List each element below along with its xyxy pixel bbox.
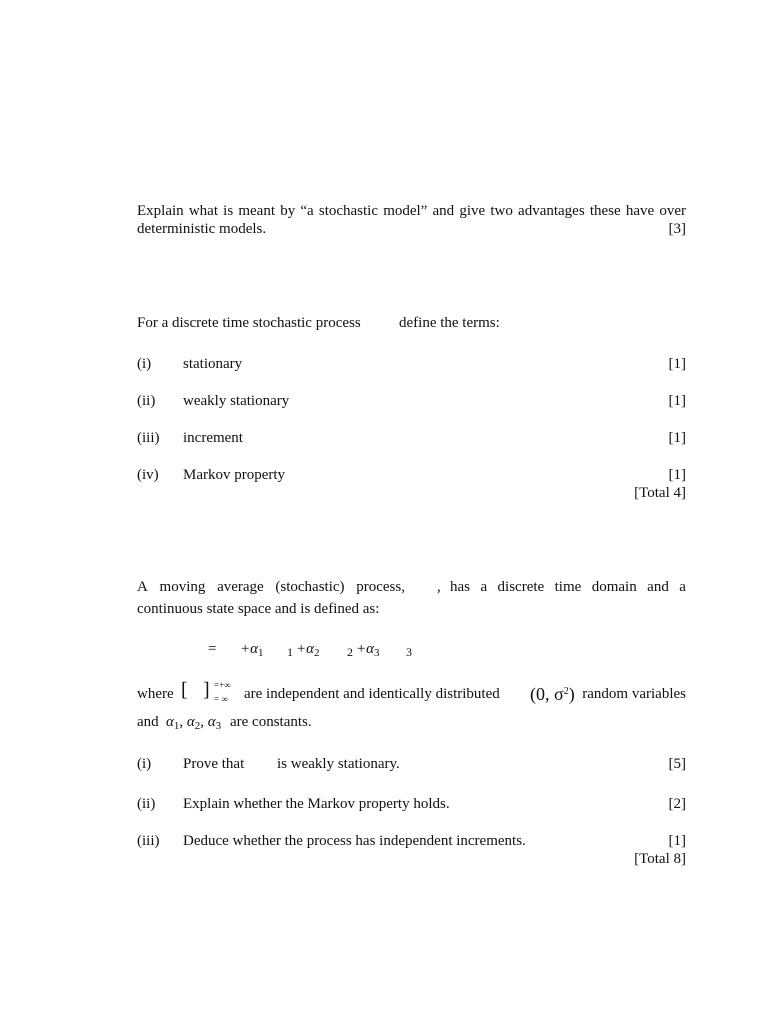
q3-comma: , [200, 714, 208, 730]
q3-part-ii-num: (ii) [137, 796, 156, 812]
q2-part-i-text: stationary [183, 356, 243, 372]
q3-part-ii-marks: [2] [668, 796, 686, 812]
q2-intro-a: For a discrete time stochastic process [137, 315, 361, 331]
q2-part-ii-marks: [1] [668, 393, 686, 409]
q1-word: meant [238, 203, 276, 219]
eq-equals: = [208, 641, 217, 657]
q3-line1-left [137, 578, 405, 596]
q3-alpha-sub-2: 2 [194, 720, 201, 732]
q1-word: “a [300, 203, 314, 219]
eq-sub-2: 2 [314, 647, 320, 659]
q3-word: A [137, 579, 148, 595]
q1-marks: [3] [668, 221, 686, 237]
q1-word: have [625, 203, 655, 219]
q3-total: [Total 8] [634, 851, 686, 867]
q3-iid: are independent and identically distributed [244, 686, 500, 702]
q3-word: discrete [497, 579, 545, 595]
q2-total: [Total 4] [634, 485, 686, 501]
q1-word: by [280, 203, 296, 219]
q3-alpha-1: α [166, 714, 174, 730]
q3-limit-bottom: = ∞ [214, 694, 228, 704]
q3-word: domain [591, 579, 637, 595]
q1-word: advantages [518, 203, 585, 219]
q2-part-ii-text: weakly stationary [183, 393, 290, 409]
eq-lag-3: 3 [406, 645, 412, 659]
q3-part-i-text-b: is weakly stationary. [277, 756, 400, 772]
eq-term-2 [296, 640, 320, 662]
eq-sub-3: 3 [374, 647, 380, 659]
q3-word: moving [159, 579, 206, 595]
q1-word: is [223, 203, 234, 219]
q1-line2: deterministic models. [137, 221, 267, 237]
q1-line1 [137, 202, 686, 220]
eq-sub-1: 1 [258, 647, 264, 659]
q3-random-variables: random variables [582, 686, 686, 702]
q3-part-iii-marks: [1] [668, 833, 686, 849]
q2-part-i-marks: [1] [668, 356, 686, 372]
q3-part-ii-text: Explain whether the Markov property holds. [183, 796, 450, 812]
q3-word: and [647, 579, 669, 595]
q2-intro-b: define the terms: [399, 315, 500, 331]
q3-distribution [530, 683, 575, 705]
q2-part-iv-marks: [1] [668, 467, 686, 483]
q3-alpha-3: α [207, 714, 216, 730]
eq-alpha-1: +α [240, 641, 258, 657]
q3-word: (stochastic) [275, 579, 345, 595]
q3-comma: , [179, 714, 187, 730]
q3-word: has [450, 579, 470, 595]
q3-word: a [679, 579, 686, 595]
eq-lag-2: 2 [347, 645, 353, 659]
q3-alpha-sub-1: 1 [173, 720, 180, 732]
q3-right-bracket: ] [203, 679, 210, 701]
q2-part-iii-marks: [1] [668, 430, 686, 446]
q3-constants: are constants. [230, 714, 312, 730]
q3-dist-sup: 2 [563, 686, 569, 697]
q3-left-bracket: [ [181, 679, 188, 701]
q3-dist-open: (0, σ [530, 684, 564, 704]
eq-lag-1: 1 [287, 645, 293, 659]
q1-word: two [490, 203, 513, 219]
q1-word: stochastic [318, 203, 379, 219]
q1-word: over [659, 203, 686, 219]
q3-word: a [480, 579, 488, 595]
q3-dist-close: ) [568, 684, 575, 704]
q3-word: process, [356, 579, 405, 595]
q3-part-i-marks: [5] [668, 756, 686, 772]
q3-line1-comma: , [437, 579, 441, 595]
q3-line1-right [450, 578, 686, 596]
q3-part-iii-num: (iii) [137, 833, 160, 849]
q2-part-i-num: (i) [137, 356, 152, 372]
q3-alpha-list [166, 713, 221, 735]
q3-word: time [554, 579, 582, 595]
q2-part-iv-num: (iv) [137, 467, 159, 483]
q1-word: what [188, 203, 218, 219]
eq-term-3 [356, 640, 380, 662]
q2-part-ii-num: (ii) [137, 393, 156, 409]
q3-and: and [137, 714, 159, 730]
q1-word: these [589, 203, 621, 219]
q1-word: give [459, 203, 486, 219]
q1-word: Explain [137, 203, 184, 219]
eq-term-1 [240, 640, 264, 662]
q3-limit-top: =+∞ [214, 680, 231, 690]
q3-word: average [217, 579, 264, 595]
q3-part-iii-text: Deduce whether the process has independent increments. [183, 833, 526, 849]
q2-part-iv-text: Markov property [183, 467, 286, 483]
q3-part-i-num: (i) [137, 756, 152, 772]
q3-alpha-2: α [186, 714, 195, 730]
q3-where: where [137, 686, 174, 702]
q3-alpha-sub-3: 3 [215, 720, 222, 732]
q3-line2: continuous state space and is defined as: [137, 601, 380, 617]
q3-part-i-text-a: Prove that [183, 756, 245, 772]
eq-alpha-3: +α [356, 641, 374, 657]
q2-part-iii-text: increment [183, 430, 243, 446]
q2-part-iii-num: (iii) [137, 430, 160, 446]
q1-word: model” [383, 203, 428, 219]
eq-alpha-2: +α [296, 641, 314, 657]
q1-word: and [432, 203, 455, 219]
